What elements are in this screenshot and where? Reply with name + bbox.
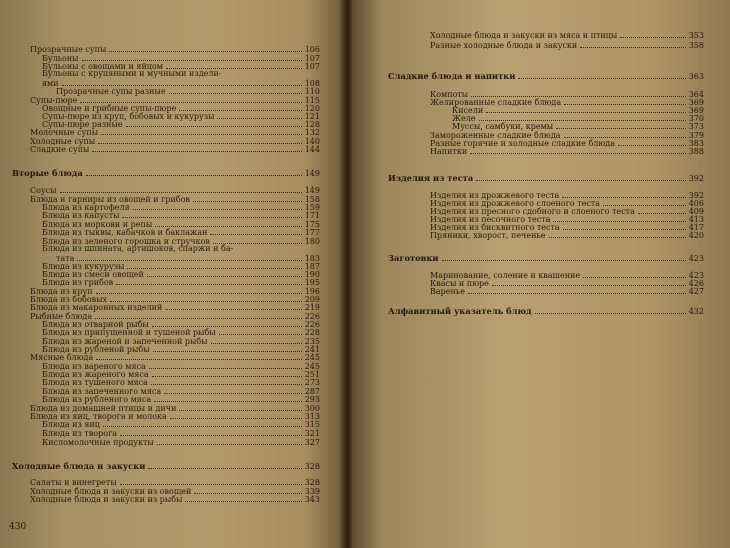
toc-entry-page: 427 — [688, 287, 704, 296]
dot-leader — [442, 253, 686, 261]
toc-entry-page: 245 — [304, 362, 320, 371]
toc-entry-title: Блюда из творога — [42, 429, 118, 438]
toc-entry — [30, 144, 320, 154]
toc-section — [388, 71, 704, 81]
toc-entry-page: 196 — [304, 287, 320, 296]
toc-entry-page: 327 — [304, 438, 320, 447]
toc-entry-page: 328 — [304, 478, 320, 487]
dot-leader — [152, 319, 302, 327]
dot-leader — [638, 206, 686, 214]
toc-entry-page: 420 — [688, 231, 704, 240]
toc-entry — [430, 286, 704, 296]
toc-entry-title: Блюда из грибов — [42, 278, 114, 287]
toc-entry-title: Компоты — [430, 90, 469, 99]
dot-leader — [193, 194, 302, 202]
toc-entry-title: Блюда из припущенной и тушеной рыбы — [42, 328, 216, 337]
toc-entry-page: 313 — [304, 412, 320, 421]
left-toc — [0, 0, 346, 548]
dot-leader — [492, 278, 686, 286]
toc-entry-title: Блюда из домашней птицы и дичи — [30, 404, 177, 413]
dot-leader — [194, 486, 301, 494]
toc-entry-page: 432 — [688, 307, 704, 316]
toc-entry-title: Изделия из песочного теста — [430, 215, 551, 224]
toc-entry-title: Кисломолочные продукты — [42, 438, 154, 447]
toc-entry-page: 241 — [304, 345, 320, 354]
toc-entry-page: 209 — [304, 295, 320, 304]
toc-entry-page: 121 — [304, 112, 320, 121]
toc-entry — [42, 437, 320, 447]
toc-entry-page: 177 — [304, 228, 320, 237]
toc-entry-title: Блюда из макаронных изделий — [30, 303, 163, 312]
toc-entry-title: Салаты и винегреты — [30, 478, 117, 487]
dot-leader — [470, 146, 686, 154]
toc-entry-page: 383 — [688, 139, 704, 148]
toc-entry-page: 144 — [304, 145, 320, 154]
toc-entry-page: 107 — [304, 62, 320, 71]
toc-entry-title: Холодные блюда и закуски из рыбы — [30, 495, 183, 504]
toc-entry-page: 328 — [304, 462, 320, 471]
toc-entry-title: Блюда из картофеля — [42, 203, 130, 212]
dot-leader — [155, 219, 302, 227]
dot-leader — [98, 136, 302, 144]
toc-section — [388, 306, 704, 316]
toc-entry-title: Блюда из жареной и запеченной рыбы — [42, 337, 208, 346]
toc-entry-title: Блюда из кукурузы — [42, 262, 125, 271]
toc-entry-page: 190 — [304, 270, 320, 279]
toc-entry-title: Блюда из рубленой рыбы — [42, 345, 150, 354]
dot-leader — [96, 286, 302, 294]
dot-leader — [110, 294, 302, 302]
toc-entry — [430, 40, 704, 50]
dot-leader — [60, 185, 302, 193]
toc-entry-title: Блюда из вареного мяса — [42, 362, 146, 371]
dot-leader — [476, 173, 685, 181]
toc-entry — [30, 494, 320, 504]
toc-entry-page: 149 — [304, 186, 320, 195]
toc-entry-title: Блюда из яиц, творога и молока — [30, 412, 167, 421]
toc-entry-page: 132 — [304, 128, 320, 137]
dot-leader — [133, 202, 302, 210]
toc-entry-page: 180 — [304, 237, 320, 246]
dot-leader — [152, 369, 302, 377]
dot-leader — [564, 97, 686, 105]
dot-leader — [77, 253, 301, 261]
toc-entry-page: 379 — [688, 131, 704, 140]
toc-entry-title: Желированные сладкие блюда — [430, 98, 562, 107]
toc-entry-page: 110 — [304, 87, 320, 96]
toc-entry-page: 293 — [304, 395, 320, 404]
dot-leader — [80, 95, 301, 103]
toc-entry-title: тата — [56, 254, 75, 263]
toc-entry-page: 369 — [688, 98, 704, 107]
toc-entry-title: Вторые блюда — [12, 168, 83, 178]
toc-entry-title: Прозрачные супы разные — [56, 87, 166, 96]
toc-entry-title: ями — [42, 79, 59, 88]
toc-entry-title: Желе — [452, 114, 476, 123]
dot-leader — [165, 302, 301, 310]
toc-entry-title: Блюда из зеленого горошка и стручков — [42, 237, 210, 246]
toc-section — [388, 173, 704, 183]
toc-entry-title: Разные горячие и холодные сладкие блюда — [430, 139, 615, 148]
toc-entry-title: Супы-пюре разные — [42, 120, 123, 129]
toc-entry-title: Сладкие супы — [30, 145, 90, 154]
toc-entry-title: Маринование, соление и квашение — [430, 271, 581, 280]
dot-leader — [170, 411, 302, 419]
toc-entry-page: 115 — [304, 96, 320, 105]
toc-entry-page: 339 — [304, 487, 320, 496]
dot-leader — [618, 138, 686, 146]
toc-entry-page: 358 — [688, 41, 704, 50]
toc-entry-title: Изделия из дрожжевого теста — [430, 191, 560, 200]
toc-entry-page: 409 — [688, 207, 704, 216]
toc-entry-page: 392 — [688, 174, 704, 183]
toc-entry-title: Кисели — [452, 106, 484, 115]
toc-entry-page: 343 — [304, 495, 320, 504]
dot-leader — [62, 78, 302, 86]
toc-entry-title: Блюда из тыквы, кабачков и баклажан — [42, 228, 208, 237]
toc-entry-title: Рыбные блюда — [30, 312, 93, 321]
toc-entry-page: 363 — [688, 72, 704, 81]
dot-leader — [620, 30, 685, 38]
toc-entry-page: 364 — [688, 90, 704, 99]
dot-leader — [583, 270, 686, 278]
toc-entry — [430, 30, 704, 40]
toc-entry-page: 106 — [304, 45, 320, 54]
toc-entry — [430, 146, 704, 156]
toc-entry-title: Блюда из смеси овощей — [42, 270, 144, 279]
toc-entry-page: 413 — [688, 215, 704, 224]
dot-leader — [120, 477, 302, 485]
toc-entry-title: Супы-пюре из круп, бобовых и кукурузы — [42, 112, 215, 121]
toc-entry-page: 171 — [304, 211, 320, 220]
toc-entry-title: Муссы, самбуки, кремы — [452, 122, 554, 131]
toc-entry-page: 426 — [688, 279, 704, 288]
toc-entry-page: 175 — [304, 220, 320, 229]
page-number: 430 — [9, 522, 27, 532]
toc-entry-title: Блюда из моркови и репы — [42, 220, 153, 229]
toc-entry-page: 353 — [688, 31, 704, 40]
dot-leader — [211, 336, 302, 344]
toc-entry-title: Холодные супы — [30, 137, 96, 146]
toc-entry-page: 392 — [688, 191, 704, 200]
dot-leader — [556, 121, 686, 129]
dot-leader — [563, 222, 686, 230]
toc-entry-title: Бульоны с крупяными и мучными издели- — [42, 69, 222, 78]
toc-entry-title: Молочные супы — [30, 128, 99, 137]
toc-entry — [430, 230, 704, 240]
dot-leader — [479, 113, 686, 121]
toc-entry-page: 149 — [304, 169, 320, 178]
toc-entry-page: 226 — [304, 312, 320, 321]
toc-entry-title: Блюда из бобовых — [30, 295, 108, 304]
toc-entry-title: Заготовки — [388, 253, 439, 263]
dot-leader — [122, 210, 301, 218]
dot-leader — [564, 130, 686, 138]
toc-entry-page: 226 — [304, 320, 320, 329]
toc-entry-page: 108 — [304, 79, 320, 88]
dot-leader — [86, 168, 302, 176]
dot-leader — [179, 103, 301, 111]
dot-leader — [580, 40, 685, 48]
toc-entry-page: 235 — [304, 337, 320, 346]
dot-leader — [219, 327, 302, 335]
toc-entry-title: Блюда из отварной рыбы — [42, 320, 149, 329]
dot-leader — [603, 198, 686, 206]
dot-leader — [96, 352, 301, 360]
toc-entry-page: 388 — [688, 147, 704, 156]
toc-entry-page: 423 — [688, 271, 704, 280]
dot-leader — [518, 71, 685, 79]
dot-leader — [553, 214, 685, 222]
toc-section — [12, 461, 320, 471]
dot-leader — [92, 144, 301, 152]
toc-entry-page: 373 — [688, 122, 704, 131]
toc-entry-title: Блюда из капусты — [42, 211, 120, 220]
toc-entry-title: Супы-пюре — [30, 96, 78, 105]
toc-entry-title: Разные холодные блюда и закуски — [430, 41, 578, 50]
toc-entry-page: 107 — [304, 54, 320, 63]
toc-entry-title: Овощные и грибные супы-пюре — [42, 104, 177, 113]
left-page — [0, 0, 346, 548]
right-toc — [352, 0, 730, 548]
toc-entry-title: Бульоны — [42, 54, 79, 63]
toc-entry-title: Блюда из круп — [30, 287, 93, 296]
toc-entry-title: Соусы — [30, 186, 57, 195]
toc-entry-title: Блюда из запеченного мяса — [42, 387, 162, 396]
toc-entry-title: Бульоны с овощами и яйцом — [42, 62, 163, 71]
toc-entry-page: 300 — [304, 404, 320, 413]
dot-leader — [154, 394, 302, 402]
toc-entry-page: 195 — [304, 278, 320, 287]
toc-entry-title: Изделия из дрожжевого слоеного теста — [430, 199, 601, 208]
dot-leader — [164, 386, 302, 394]
toc-entry-title: Прозрачные супы — [30, 45, 107, 54]
toc-entry-page: 417 — [688, 223, 704, 232]
dot-leader — [103, 419, 302, 427]
dot-leader — [149, 361, 302, 369]
dot-leader — [148, 461, 301, 469]
dot-leader — [471, 89, 686, 97]
toc-entry-page: 423 — [688, 254, 704, 263]
toc-entry-title: Блюда из яиц — [42, 420, 100, 429]
toc-entry-page: 128 — [304, 120, 320, 129]
right-page — [352, 0, 730, 548]
dot-leader — [224, 69, 303, 76]
toc-entry-page: 159 — [304, 203, 320, 212]
dot-leader — [157, 437, 302, 445]
toc-entry-title: Холодные блюда и закуски — [12, 461, 146, 471]
toc-entry-page: 251 — [304, 370, 320, 379]
dot-leader — [185, 494, 301, 502]
dot-leader — [549, 230, 686, 238]
dot-leader — [486, 105, 686, 113]
dot-leader — [95, 311, 302, 319]
dot-leader — [147, 269, 302, 277]
dot-leader — [562, 190, 685, 198]
toc-entry-page: 315 — [304, 420, 320, 429]
toc-entry-title: Изделия из теста — [388, 173, 474, 183]
dot-leader — [179, 403, 301, 411]
dot-leader — [213, 236, 302, 244]
dot-leader — [82, 53, 302, 61]
toc-entry-title: Холодные блюда и закуски из мяса и птицы — [430, 31, 618, 40]
toc-entry-page: 369 — [688, 106, 704, 115]
dot-leader — [468, 286, 686, 294]
toc-entry-page: 273 — [304, 378, 320, 387]
dot-leader — [109, 44, 301, 52]
toc-entry-page: 158 — [304, 195, 320, 204]
toc-entry-title: Блюда из жареного мяса — [42, 370, 149, 379]
dot-leader — [126, 119, 302, 127]
dot-leader — [169, 86, 302, 94]
toc-entry-page: 370 — [688, 114, 704, 123]
toc-entry-title: Блюда и гарниры из овощей и грибов — [30, 195, 190, 204]
dot-leader — [217, 111, 301, 119]
dot-leader — [236, 244, 303, 251]
toc-entry-page: 140 — [304, 137, 320, 146]
toc-entry-title: Мясные блюда — [30, 353, 94, 362]
toc-section — [388, 253, 704, 263]
toc-entry-title: Алфавитный указатель блюд — [388, 306, 532, 316]
toc-entry-title: Квасы и пюре — [430, 279, 489, 288]
toc-entry-title: Замороженные сладкие блюда — [430, 131, 561, 140]
toc-section — [12, 168, 320, 178]
toc-entry-title: Холодные блюда и закуски из овощей — [30, 487, 192, 496]
dot-leader — [101, 127, 302, 135]
dot-leader — [210, 227, 301, 235]
toc-entry-title: Варенье — [430, 287, 465, 296]
dot-leader — [151, 377, 302, 385]
dot-leader — [116, 277, 302, 285]
toc-entry-title: Пряники, хворост, печенье — [430, 231, 546, 240]
toc-entry-title: Сладкие блюда и напитки — [388, 71, 516, 81]
dot-leader — [535, 306, 686, 314]
toc-entry-title: Изделия из бисквитного теста — [430, 223, 560, 232]
toc-entry-page: 287 — [304, 387, 320, 396]
toc-entry-page: 228 — [304, 328, 320, 337]
dot-leader — [120, 428, 302, 436]
toc-entry-page: 245 — [304, 353, 320, 362]
dot-leader — [166, 61, 302, 69]
toc-entry-title: Блюда из шпината, артишоков, спаржи и ба- — [42, 244, 234, 253]
toc-entry-title: Блюда из тушеного мяса — [42, 378, 148, 387]
dot-leader — [127, 261, 301, 269]
toc-entry-page: 321 — [304, 429, 320, 438]
dot-leader — [153, 344, 302, 352]
toc-entry-page: 406 — [688, 199, 704, 208]
toc-entry-title: Блюда из рубленого мяса — [42, 395, 152, 404]
toc-entry-page: 120 — [304, 104, 320, 113]
toc-entry-page: 187 — [304, 262, 320, 271]
toc-entry-title: Изделия из пресного сдобного и слоеного теста — [430, 207, 635, 216]
toc-entry-page: 183 — [304, 254, 320, 263]
toc-entry-title: Напитки — [430, 147, 468, 156]
toc-entry-page: 219 — [304, 303, 320, 312]
